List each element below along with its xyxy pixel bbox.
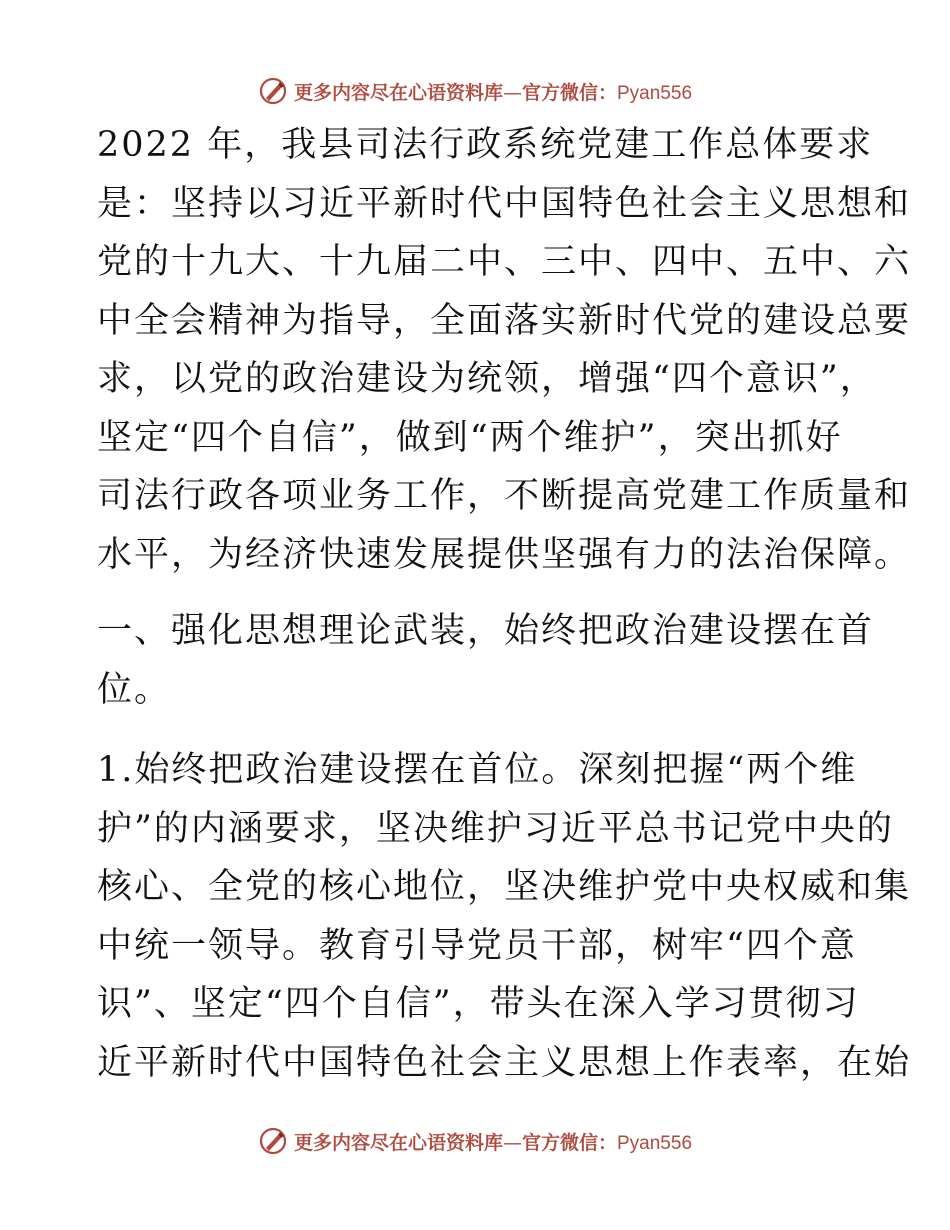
watermark-wechat-label: 官方微信： xyxy=(521,81,617,104)
text-line: 中全会精神为指导，全面落实新时代党的建设总要 xyxy=(97,300,912,341)
text-line: 中统一领导。教育引导党员干部，树牢“四个意 xyxy=(97,925,857,966)
pen-seal-icon xyxy=(258,1126,288,1156)
document-body xyxy=(97,125,912,1101)
text-line: 1.始终把政治建设摆在首位。深刻把握“两个维 xyxy=(97,750,858,790)
watermark-text xyxy=(294,1128,692,1155)
watermark-main: 更多内容尽在心语资料库 xyxy=(293,81,503,104)
heading-line: 一、强化思想理论武装，始终把政治建设摆在首 xyxy=(97,611,875,651)
watermark-dash: — xyxy=(502,1131,522,1154)
text-line: 核心、全党的核心地位，坚决维护党中央权威和集 xyxy=(97,867,912,907)
heading-line: 位。 xyxy=(97,669,172,710)
text-line: 是：坚持以习近平新时代中国特色社会主义思想和 xyxy=(97,183,912,224)
watermark-wechat-id: Pyan556 xyxy=(617,1132,693,1154)
paragraph-intro xyxy=(97,125,912,593)
watermark-text xyxy=(294,78,692,105)
text-line: 近平新时代中国特色社会主义思想上作表率，在始 xyxy=(97,1042,912,1083)
watermark-main: 更多内容尽在心语资料库 xyxy=(293,1131,503,1154)
watermark-wechat-id: Pyan556 xyxy=(617,82,693,104)
watermark-wechat-label: 官方微信： xyxy=(521,1131,617,1154)
text-line: 识”、坚定“四个自信”，带头在深入学习贯彻习 xyxy=(97,984,860,1024)
paragraph-item-1 xyxy=(97,750,912,1101)
text-line: 坚定“四个自信”，做到“两个维护”，突出抓好 xyxy=(97,417,843,458)
section-heading-1 xyxy=(97,611,875,728)
text-line: 水平，为经济快速发展提供坚强有力的法治保障。 xyxy=(97,534,912,575)
text-line: 2022 年，我县司法行政系统党建工作总体要求 xyxy=(97,125,874,165)
footer-watermark xyxy=(0,1121,950,1161)
watermark-dash: — xyxy=(502,81,522,104)
text-line: 求，以党的政治建设为统领，增强“四个意识”， xyxy=(97,359,877,399)
pen-seal-icon xyxy=(258,76,288,106)
header-watermark xyxy=(0,71,950,111)
text-line: 护”的内涵要求，坚决维护习近平总书记党中央的 xyxy=(97,808,894,849)
text-line: 司法行政各项业务工作，不断提高党建工作质量和 xyxy=(97,476,912,516)
text-line: 党的十九大、十九届二中、三中、四中、五中、六 xyxy=(97,242,912,282)
